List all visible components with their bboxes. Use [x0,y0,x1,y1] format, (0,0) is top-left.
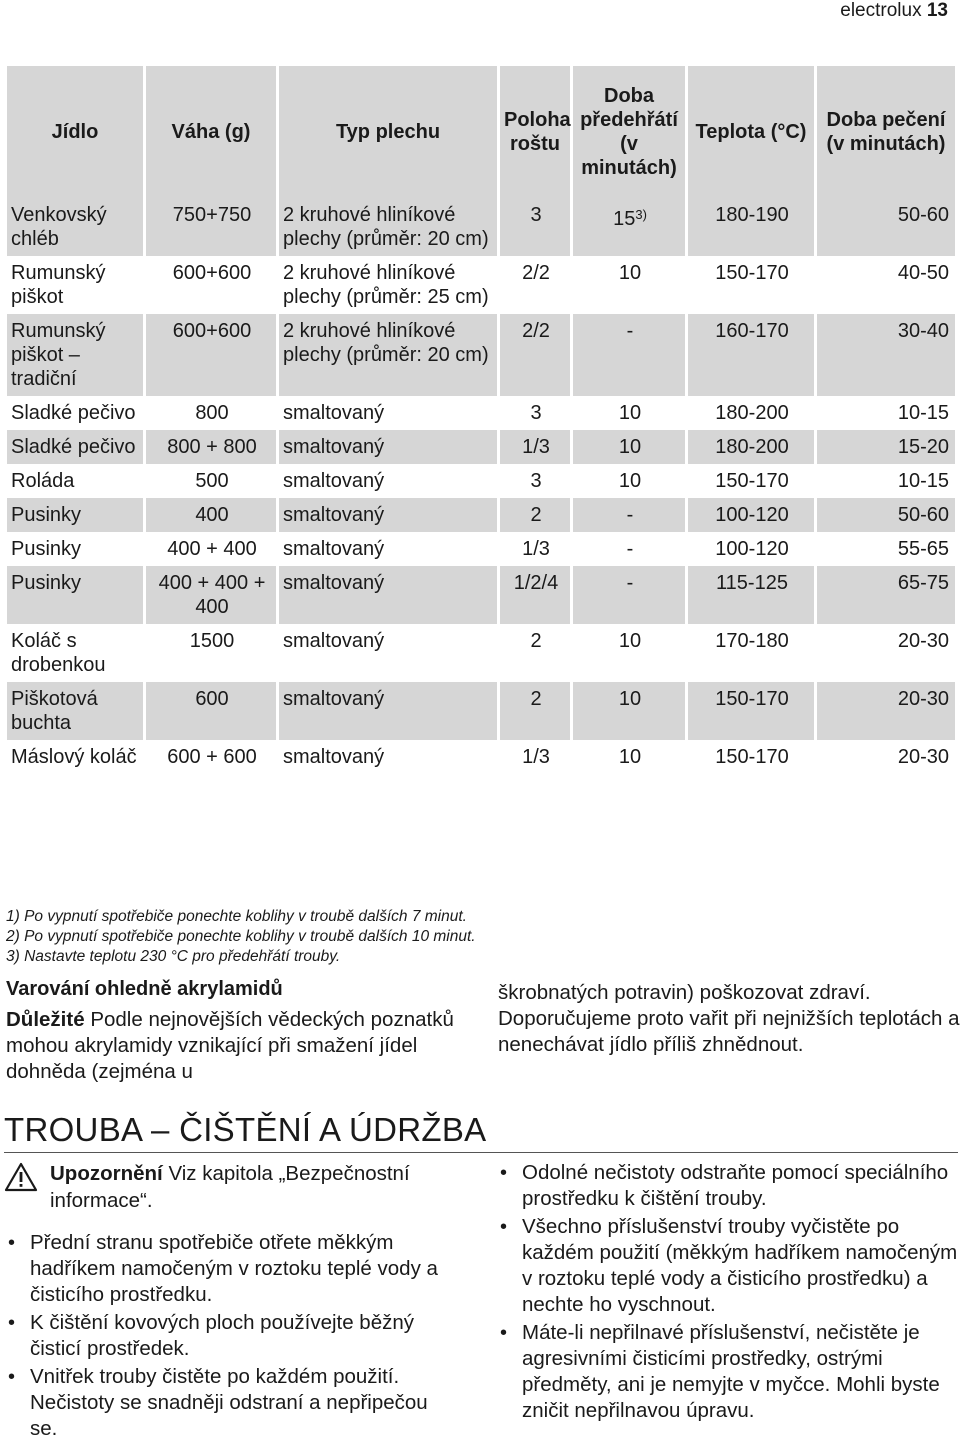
cell-shelf-value: 3 [530,204,542,226]
table-row [7,532,955,566]
table-row [7,464,955,498]
table-row [7,256,955,314]
cell-preheat [573,396,685,430]
cell-shelf [500,314,570,396]
table-row [7,198,955,256]
cell-shelf-value: 3 [530,470,542,492]
cell-weight-value: 1500 [189,630,235,652]
cell-preheat-value: - [626,538,634,560]
cell-time-value: 65-75 [897,572,949,594]
cell-temp-value: 150-170 [715,470,789,492]
table-body [7,198,955,774]
cell-preheat [573,198,685,256]
cell-weight-value: 600 [195,688,229,710]
cell-shelf [500,198,570,256]
table-row [7,314,955,396]
cell-shelf [500,256,570,314]
cell-tray-value: smaltovaný [283,436,385,458]
cell-temp [688,430,814,464]
cell-food-value: Pusinky [11,538,82,560]
cell-tray-value: smaltovaný [283,538,385,560]
cell-food [7,532,143,566]
cell-temp [688,396,814,430]
cell-shelf [500,532,570,566]
warning-text [50,1160,464,1214]
cell-tray [279,566,497,624]
cell-shelf [500,624,570,682]
cell-preheat [573,498,685,532]
cell-shelf-value: 2 [530,688,542,710]
cell-tray-value: smaltovaný [283,504,385,526]
cell-weight [146,498,276,532]
table-row [7,498,955,532]
cell-weight [146,566,276,624]
cell-food [7,498,143,532]
cleaning-list-left [6,1230,458,1444]
cell-weight [146,314,276,396]
cell-weight-value: 800 [195,402,229,424]
acrylamide-body-left: Podle nejnovějších vědeckých poznatků mohou akrylamidy vznikající při smažení jídel dohněda (zejména u [6,1008,454,1083]
header-weight: Váha (g) [146,66,276,198]
cell-weight-value: 400 + 400 [167,538,257,560]
cell-time-value: 20-30 [897,688,949,710]
footnotes [6,907,476,967]
footnote: 2) Po vypnutí spotřebiče ponechte koblihy v troubě dalších 10 minut. [6,928,476,945]
cell-preheat [573,740,685,774]
warning-label: Upozornění [50,1162,163,1185]
cell-temp [688,256,814,314]
cell-time-value: 30-40 [897,320,949,342]
cell-time [817,198,955,256]
cell-weight-value: 400 + 400 + 400 [158,572,266,618]
acrylamide-body-right: škrobnatých potravin) poškozovat zdraví. Doporučujeme proto vařit při nejnižších teplotách a nenechávat jídlo příliš zhnědnout. [498,981,960,1056]
cell-time-value: 10-15 [897,470,949,492]
cell-time [817,566,955,624]
acrylamide-left [6,978,458,1085]
cell-shelf [500,498,570,532]
cell-tray-value: smaltovaný [283,572,385,594]
cell-time [817,498,955,532]
cell-time-value: 20-30 [897,630,949,652]
cell-tray [279,396,497,430]
cell-food-value: Koláč s drobenkou [11,630,106,676]
list-item: • Máte-li nepřilnavé příslušenství, nečistěte je agresivními čisticími prostředky, ostrými předměty, ani je nemyjte v myčce. Mohli byste zničit nepřilnavou úpravu. [498,1320,960,1424]
cell-food [7,740,143,774]
cell-tray [279,256,497,314]
cleaning-list-right [498,1160,960,1426]
cell-tray-value: smaltovaný [283,402,385,424]
cell-shelf [500,740,570,774]
table-row [7,682,955,740]
cell-food [7,682,143,740]
cell-temp-value: 180-200 [715,436,789,458]
cell-preheat [573,256,685,314]
acrylamide-right [498,980,960,1058]
page-number: 13 [926,0,948,21]
cell-food [7,566,143,624]
cell-time-value: 15-20 [897,436,949,458]
footnote-ref: 3) [635,207,647,222]
cell-preheat-value: 10 [618,262,642,284]
cell-shelf-value: 3 [530,402,542,424]
cell-weight-value: 600+600 [172,262,252,284]
cell-temp-value: 150-170 [715,746,789,768]
cell-time [817,682,955,740]
cell-shelf [500,464,570,498]
cell-temp [688,566,814,624]
cell-food [7,256,143,314]
cell-tray [279,430,497,464]
cell-tray-value: 2 kruhové hliníkové plechy (průměr: 20 cm) [283,204,489,250]
cell-temp-value: 160-170 [715,320,789,342]
cell-weight [146,198,276,256]
table-row [7,624,955,682]
cell-food-value: Sladké pečivo [11,436,136,458]
cell-time [817,740,955,774]
acrylamide-title: Varování ohledně akrylamidů [6,978,283,1000]
cell-food-value: Rumunský piškot [11,262,106,308]
cell-temp [688,464,814,498]
cell-food [7,396,143,430]
cell-food-value: Rumunský piškot – tradiční [11,320,106,390]
list-item: • Přední stranu spotřebiče otřete měkkým hadříkem namočeným v roztoku teplé vody a čisticího prostředku. [6,1230,458,1308]
table-header-row [7,66,955,198]
cell-tray-value: 2 kruhové hliníkové plechy (průměr: 20 cm) [283,320,489,366]
cell-shelf-value: 1/3 [522,538,550,560]
cell-tray-value: 2 kruhové hliníkové plechy (průměr: 25 cm) [283,262,489,308]
cell-shelf [500,430,570,464]
cell-temp [688,532,814,566]
table-row [7,566,955,624]
cell-temp-value: 150-170 [715,262,789,284]
cell-preheat-value: - [626,572,634,594]
important-label: Důležité [6,1008,85,1031]
header-temp: Teplota (°C) [688,66,814,198]
cell-food-value: Pusinky [11,504,82,526]
cell-food [7,314,143,396]
footnote: 1) Po vypnutí spotřebiče ponechte koblihy v troubě dalších 7 minut. [6,908,467,925]
cell-preheat-value: - [626,320,634,342]
cell-temp-value: 170-180 [715,630,789,652]
cell-temp-value: 180-200 [715,402,789,424]
header-food: Jídlo [7,66,143,198]
cell-weight [146,532,276,566]
header-tray: Typ plechu [279,66,497,198]
cell-time [817,430,955,464]
cell-time [817,624,955,682]
cell-tray [279,464,497,498]
cell-tray [279,314,497,396]
cell-preheat-value: 10 [618,470,642,492]
brand-name: electrolux [840,0,922,21]
list-item: • K čištění kovových ploch používejte běžný čisticí prostředek. [6,1310,458,1362]
table-row [7,430,955,464]
cell-food [7,430,143,464]
cell-preheat-value: 10 [618,688,642,710]
cell-preheat [573,682,685,740]
cell-shelf-value: 1/3 [522,436,550,458]
cell-time [817,464,955,498]
table-row [7,396,955,430]
cell-temp-value: 100-120 [715,538,789,560]
cell-preheat-value: 10 [618,630,642,652]
cell-tray [279,624,497,682]
cell-tray [279,740,497,774]
cell-temp-value: 115-125 [716,572,788,594]
cell-weight-value: 500 [195,470,229,492]
section-title: TROUBA – ČIŠTĚNÍ A ÚDRŽBA [4,1110,958,1153]
cell-tray-value: smaltovaný [283,630,385,652]
cell-food-value: Roláda [11,470,75,492]
cell-food [7,198,143,256]
table-row [7,740,955,774]
baking-table [4,66,958,774]
cell-weight [146,256,276,314]
cell-tray-value: smaltovaný [283,688,385,710]
cell-weight [146,740,276,774]
cell-tray [279,198,497,256]
cell-preheat [573,532,685,566]
cell-weight [146,682,276,740]
header-preheat: Doba předehřátí (v minutách) [573,66,685,198]
cell-food-value: Pusinky [11,572,82,594]
cell-food-value: Máslový koláč [11,746,137,768]
cell-temp [688,498,814,532]
cell-food-value: Venkovský chléb [11,204,107,250]
cell-temp [688,682,814,740]
cell-time-value: 10-15 [897,402,949,424]
cell-preheat [573,566,685,624]
cell-tray [279,682,497,740]
cell-weight-value: 600+600 [172,320,252,342]
cell-shelf-value: 2/2 [522,320,550,342]
cell-shelf [500,682,570,740]
footnote: 3) Nastavte teplotu 230 °C pro předehřátí trouby. [6,948,341,965]
cell-tray [279,498,497,532]
cell-weight-value: 400 [195,504,229,526]
cell-shelf [500,566,570,624]
warning-triangle-icon [4,1162,38,1192]
cell-food-value: Piškotová buchta [11,688,98,734]
cell-shelf-value: 2 [530,504,542,526]
cell-food [7,624,143,682]
cell-preheat [573,464,685,498]
cell-food [7,464,143,498]
cell-time-value: 55-65 [897,538,949,560]
cell-time-value: 50-60 [897,504,949,526]
cell-time-value: 20-30 [897,746,949,768]
cell-tray-value: smaltovaný [283,746,385,768]
cell-tray [279,532,497,566]
cell-time [817,532,955,566]
cell-time [817,256,955,314]
acrylamide-text-left [6,1007,458,1085]
cell-weight [146,624,276,682]
cell-preheat [573,430,685,464]
cell-temp [688,624,814,682]
header-time: Doba pečení (v minutách) [817,66,955,198]
warning-body: Viz kapitola „Bezpečnostní informace“. [50,1162,410,1212]
cell-preheat [573,624,685,682]
cell-preheat-value: 15 [613,208,636,230]
cell-weight-value: 750+750 [172,204,252,226]
cell-preheat-value: 10 [618,436,642,458]
cell-temp [688,198,814,256]
cell-preheat-value: 10 [618,746,642,768]
warning-box [4,1160,464,1214]
cell-weight [146,396,276,430]
cell-temp-value: 100-120 [715,504,789,526]
cell-temp-value: 180-190 [715,204,789,226]
cell-preheat-value: 10 [618,402,642,424]
page-header [840,0,948,22]
cell-shelf-value: 2 [530,630,542,652]
cell-shelf-value: 1/2/4 [513,572,559,594]
cell-time [817,314,955,396]
cell-weight-value: 600 + 600 [167,746,257,768]
cell-food-value: Sladké pečivo [11,402,136,424]
cell-tray-value: smaltovaný [283,470,385,492]
cell-time-value: 50-60 [897,204,949,226]
cell-temp-value: 150-170 [715,688,789,710]
list-item: • Všechno příslušenství trouby vyčistěte po každém použití (měkkým hadříkem namočeným v roztoku teplé vody a čisticího prostředku) a nechte ho vyschnout. [498,1214,960,1318]
list-item: • Vnitřek trouby čistěte po každém použití. Nečistoty se snadněji odstraní a nepřipečou se. [6,1364,458,1442]
cell-shelf-value: 2/2 [522,262,550,284]
cell-time-value: 40-50 [897,262,949,284]
list-item: • Odolné nečistoty odstraňte pomocí speciálního prostředku k čištění trouby. [498,1160,960,1212]
cell-time [817,396,955,430]
header-shelf: Poloha roštu [500,66,570,198]
cell-preheat [573,314,685,396]
cell-temp [688,314,814,396]
cell-weight [146,464,276,498]
cell-shelf-value: 1/3 [522,746,550,768]
cell-weight [146,430,276,464]
cell-shelf [500,396,570,430]
cell-preheat-value: - [626,504,634,526]
cell-temp [688,740,814,774]
cell-weight-value: 800 + 800 [167,436,257,458]
